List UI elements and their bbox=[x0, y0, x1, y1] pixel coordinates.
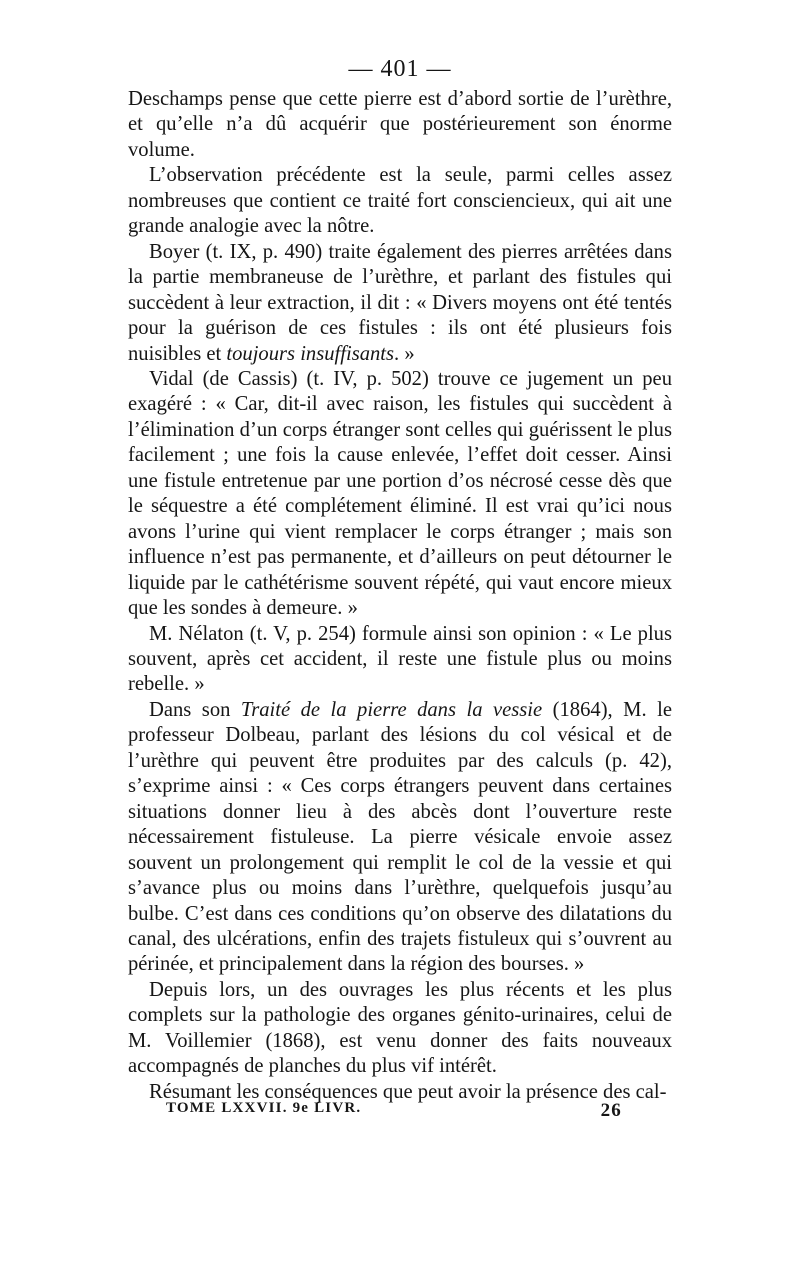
paragraph-text: (1864), M. le professeur Dolbeau, parlant des lésions du col vésical et de l’urèthre qui peuvent être produites par des calculs (p. 42), s’exprime ainsi : « Ces corps étrangers peuvent dans certaines situations donner lieu à des abcès dont l’ouverture reste nécessairement fistuleuse. La pierre vésicale envoie assez souvent un prolongement qui remplit le col de la vessie et qui s’avance plus ou moins dans l’urèthre, quelquefois jusqu’au bulbe. C’est dans ces conditions qu’on observe des dilatations du canal, des ulcérations, enfin des trajets fistuleux qui s’ouvrent au périnée, et principalement dans la région des bourses. » bbox=[128, 698, 672, 976]
italic-text: toujours insuffisants bbox=[226, 342, 395, 365]
paragraph bbox=[128, 622, 672, 698]
paragraph bbox=[128, 240, 672, 367]
paragraph-text: Résumant les conséquences que peut avoir la présence des cal- bbox=[149, 1080, 667, 1103]
footer-signature: 26 bbox=[600, 1100, 622, 1121]
paragraph-text: Dans son bbox=[149, 698, 241, 721]
paragraph-text: M. Nélaton (t. V, p. 254) formule ainsi son opinion : « Le plus souvent, après cet accident, il reste une fistule plus ou moins rebelle. » bbox=[128, 622, 672, 696]
paragraph-text: Depuis lors, un des ouvrages les plus récents et les plus complets sur la pathologie des organes génito-urinaires, celui de M. Voillemier (1868), est venu donner des faits nouveaux accompagnés de planches du plus vif intérêt. bbox=[128, 978, 672, 1078]
paragraph-text: . » bbox=[394, 342, 415, 365]
page-number: — 401 — bbox=[348, 56, 452, 82]
paragraph bbox=[128, 87, 672, 163]
paragraph-text: Vidal (de Cassis) (t. IV, p. 502) trouve ce jugement un peu exagéré : « Car, dit-il avec raison, les fistules qui succèdent à l’élimination d’un corps étranger sont celles qui guérissent le plus facilement ; une fois la cause enlevée, l’effet doit cesser. Ainsi une fistule entretenue par une portion d’os nécrosé cesse dès que le séquestre a été complétement éliminé. Il est vrai qu’ici nous avons l’urine qui vient remplacer le corps étranger ; mais son influence n’est pas permanente, et d’ailleurs on peut détourner le liquide par le cathétérisme souvent répété, qui vaut encore mieux que les sondes à demeure. » bbox=[128, 367, 672, 620]
page-footer bbox=[166, 1100, 622, 1121]
paragraph bbox=[128, 163, 672, 239]
paragraph bbox=[128, 367, 672, 622]
body-text bbox=[128, 87, 672, 1105]
footer-volume: TOME LXXVII. 9e LIVR. bbox=[166, 1100, 362, 1116]
paragraph-text: Deschamps pense que cette pierre est d’abord sortie de l’urèthre, et qu’elle n’a dû acquérir que postérieurement son énorme volume. bbox=[128, 88, 672, 161]
paragraph bbox=[128, 698, 672, 978]
italic-text: Traité de la pierre dans la vessie bbox=[240, 698, 543, 721]
paragraph bbox=[128, 978, 672, 1080]
paragraph-text: L’observation précédente est la seule, parmi celles assez nombreuses que contient ce traité fort consciencieux, qui ait une grande analogie avec la nôtre. bbox=[128, 164, 672, 238]
paragraph-text: Boyer (t. IX, p. 490) traite également des pierres arrêtées dans la partie membraneuse de l’urèthre, et parlant des fistules qui succèdent à leur extraction, il dit : « Divers moyens ont été tentés pour la guérison de ces fistules : ils ont été plusieurs fois nuisibles et bbox=[128, 240, 672, 365]
